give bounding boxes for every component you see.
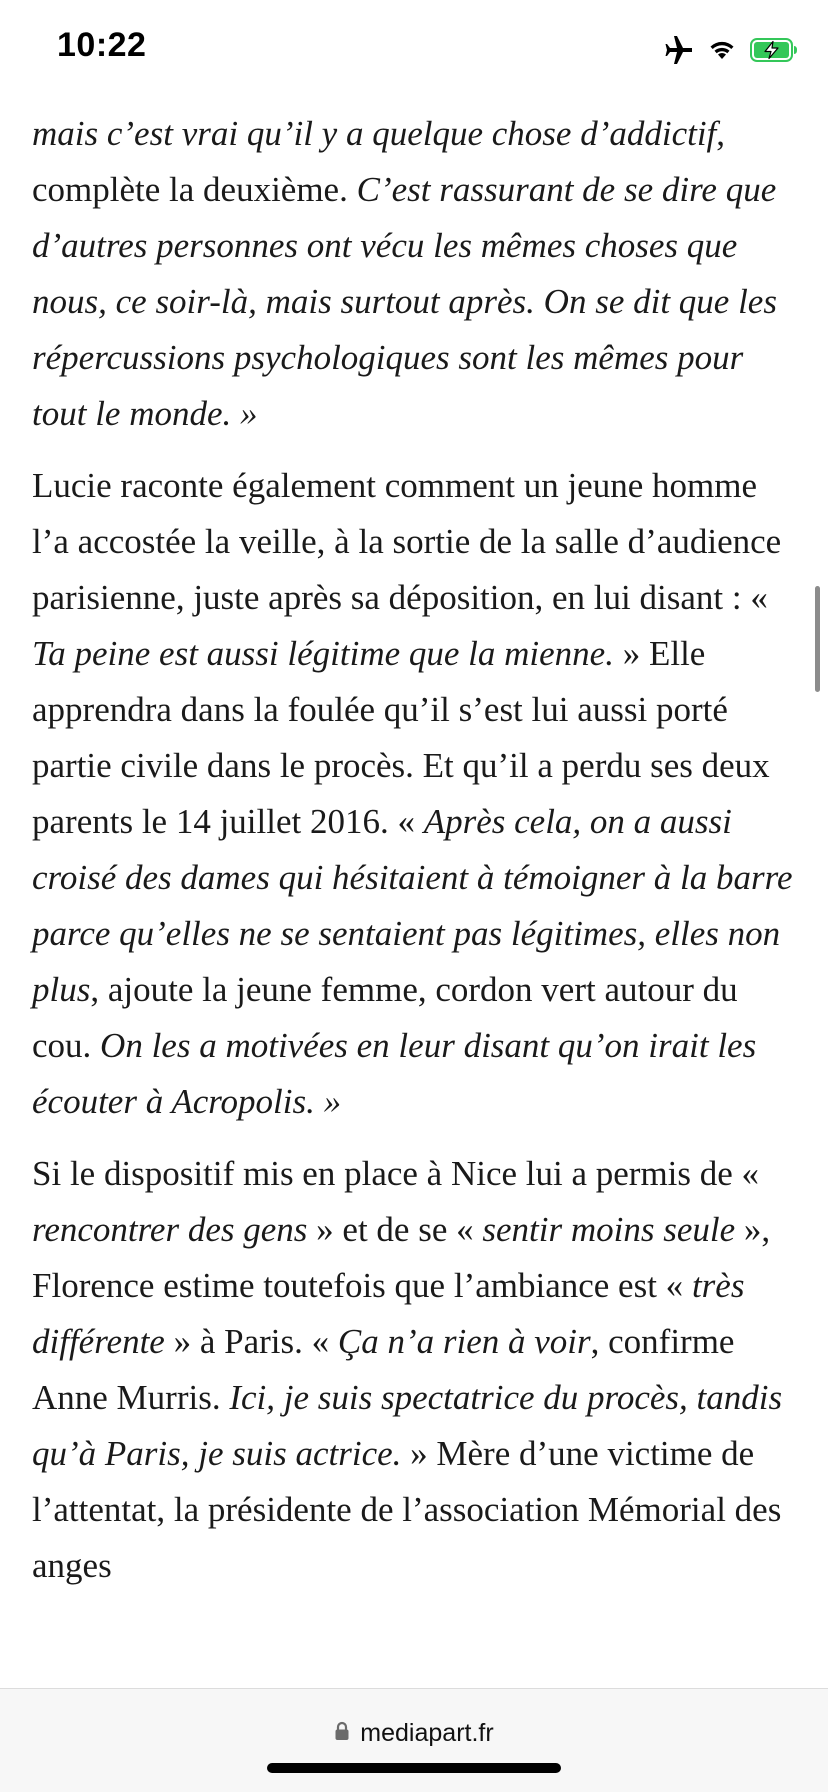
status-time: 10:22 xyxy=(57,26,147,64)
paragraph-text: » Mère d’une victime de l’attentat, la présidente de l’association Mémorial des anges xyxy=(32,1434,782,1585)
article-paragraph-3 xyxy=(32,1146,802,1594)
url-display[interactable] xyxy=(0,1719,828,1748)
quote-italic: rencontrer des gens xyxy=(32,1210,308,1249)
paragraph-text: , confirme Anne Murris. xyxy=(32,1322,735,1417)
wifi-icon xyxy=(708,39,736,61)
url-domain[interactable]: mediapart.fr xyxy=(360,1719,494,1747)
quote-italic: Ça n’a rien à voir xyxy=(337,1322,591,1361)
quote-italic: sentir moins seule xyxy=(482,1210,736,1249)
quote-italic: Ta peine est aussi légitime que la mienne. xyxy=(32,634,614,673)
scroll-indicator[interactable] xyxy=(815,586,820,692)
quote-italic: Ici, je suis spectatrice du procès, tandis qu’à Paris, je suis actrice. xyxy=(32,1378,783,1473)
battery-charging-icon xyxy=(750,38,798,62)
lock-icon xyxy=(334,1721,350,1746)
home-indicator[interactable] xyxy=(267,1763,561,1773)
paragraph-text: » Elle apprendra dans la foulée qu’il s’est lui aussi porté partie civile dans le procès. Et qu’il a perdu ses deux parents le 14 juillet 2016. « xyxy=(32,634,770,841)
status-bar xyxy=(0,0,828,92)
quote-italic: On les a motivées en leur disant qu’on irait les écouter à Acropolis. » xyxy=(32,1026,757,1121)
paragraph-text: , ajoute la jeune femme, cordon vert autour du cou. xyxy=(32,970,738,1065)
article-body xyxy=(32,106,802,1610)
paragraph-text: » à Paris. « xyxy=(164,1322,338,1361)
quote-italic: Après cela, on a aussi croisé des dames qui hésitaient à témoigner à la barre parce qu’elles ne se sentaient pas légitimes, elles non plus xyxy=(32,802,793,1009)
article-paragraph-2 xyxy=(32,458,802,1130)
quote-italic: mais c’est vrai qu’il y a quelque chose d’addictif xyxy=(32,114,717,153)
url-bar[interactable] xyxy=(0,1688,828,1792)
paragraph-text: Lucie raconte également comment un jeune homme l’a accostée la veille, à la sortie de la salle d’audience parisienne, juste après sa déposition, en lui disant : « xyxy=(32,466,782,617)
paragraph-text: » et de se « xyxy=(307,1210,483,1249)
paragraph-text: Si le dispositif mis en place à Nice lui a permis de « xyxy=(32,1154,760,1193)
status-icons xyxy=(664,34,798,66)
quote-italic: très différente xyxy=(32,1266,745,1361)
quote-italic: C’est rassurant de se dire que d’autres personnes ont vécu les mêmes choses que nous, ce soir-là, mais surtout après. On se dit que les répercussions psychologiques sont les mêmes pour tout le monde. » xyxy=(32,170,777,433)
paragraph-text: », Florence estime toutefois que l’ambiance est « xyxy=(32,1210,771,1305)
airplane-icon xyxy=(664,36,694,64)
article-paragraph-1 xyxy=(32,106,802,442)
paragraph-text: , complète la deuxième. xyxy=(32,114,726,209)
